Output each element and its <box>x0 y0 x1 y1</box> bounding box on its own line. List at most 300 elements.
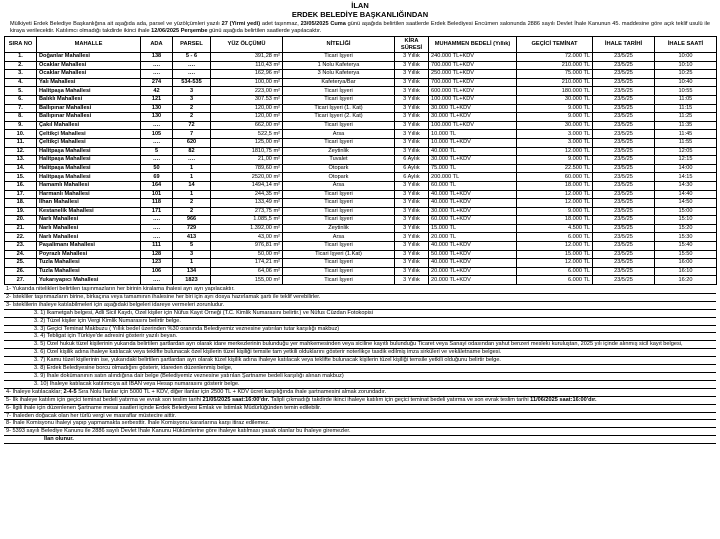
note-5-text-a: 5- İlk ihaleye katılım için geçici teminat bedeli yatırma ve evrak son teslim tarihi <box>6 396 203 403</box>
cell-yuz-olcumu: 1.392,00 m² <box>211 224 283 233</box>
cell-ihale-tarihi: 23/5/25 <box>593 70 655 79</box>
note-4 <box>4 389 716 397</box>
cell-ada: …. <box>141 224 173 233</box>
cell-ihale-saati: 14:30 <box>655 181 717 190</box>
cell-niteligi: Ticari İşyeri <box>283 95 395 104</box>
header-ada: ADA <box>141 37 173 53</box>
cell-mahalle: Halitpaşa Mahallesi <box>37 173 141 182</box>
header-muhammen-bedeli: MUHAMMEN BEDELİ (Yıllık) <box>429 37 517 53</box>
cell-muhammen-bedeli: 10.000 TL+KDV <box>429 138 517 147</box>
cell-muhammen-bedeli: 700.000 TL+KDV <box>429 78 517 87</box>
cell-ihale-tarihi: 23/5/25 <box>593 53 655 62</box>
table-row <box>5 224 717 233</box>
cell-parsel: 1 <box>173 164 211 173</box>
cell-niteligi: Arsa <box>283 130 395 139</box>
cell-yuz-olcumu: 120,00 m² <box>211 104 283 113</box>
cell-niteligi: Ticari İşyeri <box>283 190 395 199</box>
cell-ada: …. <box>141 61 173 70</box>
cell-ihale-saati: 11:15 <box>655 104 717 113</box>
cell-muhammen-bedeli: 15.000 TL <box>429 224 517 233</box>
cell-sira-no: 18. <box>5 199 37 208</box>
cell-yuz-olcumu: 133,49 m² <box>211 199 283 208</box>
cell-niteligi: Ticari İşyeri <box>283 276 395 285</box>
cell-muhammen-bedeli: 60.000 TL <box>429 181 517 190</box>
cell-mahalle: Narlı Mahallesi <box>37 233 141 242</box>
cell-muhammen-bedeli: 40.000 TL+KDV <box>429 190 517 199</box>
cell-niteligi: 1 Nolu Kafeterya <box>283 61 395 70</box>
cell-parsel: 1823 <box>173 276 211 285</box>
cell-niteligi: Ticari İşyeri (2. Kat) <box>283 113 395 122</box>
cell-sira-no: 11. <box>5 138 37 147</box>
cell-mahalle: Ocaklar Mahallesi <box>37 70 141 79</box>
cell-yuz-olcumu: 2520,00 m² <box>211 173 283 182</box>
cell-kira-suresi: 3 Yıllık <box>395 147 429 156</box>
intro-bold-3: 12/06/2025 Perşembe <box>151 28 208 34</box>
cell-sira-no: 4. <box>5 78 37 87</box>
cell-parsel: 14 <box>173 181 211 190</box>
cell-muhammen-bedeli: 240.000 TL+KDV <box>429 53 517 62</box>
cell-ihale-saati: 10:40 <box>655 78 717 87</box>
cell-ihale-tarihi: 23/5/25 <box>593 250 655 259</box>
header-kira-suresi: KİRA SÜRESİ <box>395 37 429 53</box>
cell-mahalle: Narlı Mahallesi <box>37 224 141 233</box>
cell-parsel: 413 <box>173 233 211 242</box>
cell-ihale-tarihi: 23/5/25 <box>593 233 655 242</box>
note-3: 3- İsteklilerin ihaleye katılabilmeleri için aşağıdaki belgeleri idareye vermeleri zorunludur. <box>4 302 716 310</box>
cell-niteligi: Ticari İşyeri <box>283 267 395 276</box>
cell-parsel: 72 <box>173 121 211 130</box>
note-3-8: 3. 8) Erdek Belediyesine borcu olmadığını gösterir, idareden düzenlenmiş belge, <box>4 365 716 373</box>
cell-ihale-saati: 15:20 <box>655 224 717 233</box>
cell-gecici-teminat: 12.000 TL <box>517 190 593 199</box>
note-5 <box>4 397 716 405</box>
page-title: İLAN <box>351 1 369 10</box>
table-body <box>5 53 717 285</box>
intro-paragraph <box>4 21 716 35</box>
cell-yuz-olcumu: 50,00 m² <box>211 250 283 259</box>
cell-ihale-tarihi: 23/5/25 <box>593 87 655 96</box>
cell-kira-suresi: 3 Yıllık <box>395 78 429 87</box>
cell-gecici-teminat: 210.000 TL <box>517 78 593 87</box>
cell-kira-suresi: 3 Yıllık <box>395 95 429 104</box>
note-4-text-c: Sıra Nolu İlanlar için 5000 TL + KDV, diğer ilanlar için 2500 TL + KDV ücret karşılığında ihale şartnamesini almak zorundadır. <box>76 388 387 395</box>
table-row <box>5 276 717 285</box>
cell-ihale-saati: 15:50 <box>655 250 717 259</box>
cell-yuz-olcumu: 307.53 m² <box>211 95 283 104</box>
cell-sira-no: 27. <box>5 276 37 285</box>
cell-niteligi: Kafeterya/Bar <box>283 78 395 87</box>
cell-kira-suresi: 3 Yıllık <box>395 181 429 190</box>
cell-ada: 101 <box>141 190 173 199</box>
cell-ada: …. <box>141 276 173 285</box>
intro-text-2: adet taşınmaz, <box>260 21 301 27</box>
cell-muhammen-bedeli: 100.000 TL+KDV <box>429 121 517 130</box>
cell-kira-suresi: 3 Yıllık <box>395 113 429 122</box>
cell-ihale-tarihi: 23/5/25 <box>593 224 655 233</box>
cell-ihale-tarihi: 23/5/25 <box>593 164 655 173</box>
page-subtitle: ERDEK BELEDİYE BAŞKANLIĞINDAN <box>291 10 429 19</box>
notes-section <box>4 286 716 444</box>
cell-gecici-teminat: 9.000 TL <box>517 207 593 216</box>
table-row <box>5 147 717 156</box>
cell-yuz-olcumu: 120,00 m² <box>211 113 283 122</box>
cell-ada: 123 <box>141 259 173 268</box>
cell-ada: 105 <box>141 130 173 139</box>
table-row <box>5 121 717 130</box>
header-sira-no: SIRA NO <box>5 37 37 53</box>
cell-ihale-saati: 11:45 <box>655 130 717 139</box>
cell-ihale-tarihi: 23/5/25 <box>593 138 655 147</box>
note-3-7: 3. 7) Kamu tüzel kişilerinin ise, yukarıdaki belirtilen şartlardan ayrı olarak tüzel kişilik adına ihaleye katılacak veya teklifte bulunacak kişilerin tüzel kişiliği temsile yetkili olduğunu belirtir belge. <box>4 357 716 365</box>
table-row <box>5 173 717 182</box>
cell-ada: …. <box>141 216 173 225</box>
tender-table <box>4 36 717 285</box>
cell-kira-suresi: 3 Yıllık <box>395 242 429 251</box>
cell-muhammen-bedeli: 40.000 TL+KDV <box>429 199 517 208</box>
note-3-10: 3. 10) İhaleye katılacak katılımcıya ait İBAN veya Hesap numarasını gösterir belge. <box>4 381 716 389</box>
cell-ihale-tarihi: 23/5/25 <box>593 207 655 216</box>
cell-niteligi: Ticari İşyeri <box>283 207 395 216</box>
note-5-bold-b: 21/05/2025 saat:16:00'dır. <box>202 396 270 403</box>
cell-niteligi: Ticari İşyeri <box>283 138 395 147</box>
cell-niteligi: Otopark <box>283 173 395 182</box>
cell-mahalle: Halitpaşa Mahallesi <box>37 164 141 173</box>
cell-gecici-teminat: 3.000 TL <box>517 130 593 139</box>
cell-yuz-olcumu: 1494,14 m² <box>211 181 283 190</box>
intro-text-3: günü aşağıda belirtilen saatlerde Erdek Belediyesi Encümen salonunda 2886 sayılı Devlet İhale Kanunun 45. maddesine göre açık teklif usulü ile kiraya verilecektir. Katılımcı olmadığı takdirde ikinci ihale <box>10 21 710 34</box>
cell-kira-suresi: 3 Yıllık <box>395 250 429 259</box>
cell-parsel: 2 <box>173 199 211 208</box>
table-row <box>5 216 717 225</box>
cell-ihale-tarihi: 23/5/25 <box>593 190 655 199</box>
cell-mahalle: Ballıpınar Mahallesi <box>37 104 141 113</box>
table-row <box>5 130 717 139</box>
cell-mahalle: Hamamlı Mahallesi <box>37 181 141 190</box>
table-row <box>5 95 717 104</box>
intro-bold-2: 23/05/2025 Cuma <box>300 21 346 27</box>
cell-muhammen-bedeli: 40.000 TL <box>429 147 517 156</box>
table-row <box>5 242 717 251</box>
cell-gecici-teminat: 12.000 TL <box>517 242 593 251</box>
cell-mahalle: Ocaklar Mahallesi <box>37 61 141 70</box>
cell-mahalle: Yukarıyapıcı Mahallesi <box>37 276 141 285</box>
cell-muhammen-bedeli: 75.000 TL <box>429 164 517 173</box>
header-mahalle: MAHALLE <box>37 37 141 53</box>
cell-parsel: 5 - 6 <box>173 53 211 62</box>
cell-ada: 5 <box>141 147 173 156</box>
cell-ihale-saati: 14:40 <box>655 190 717 199</box>
cell-gecici-teminat: 12.000 TL <box>517 259 593 268</box>
note-5-text-c: Talipli çıkmadığı takdirde ikinci ihaleye katılım için geçici teminat bedeli yatırma ve son evrak teslim tarihi <box>269 396 531 403</box>
cell-kira-suresi: 3 Yıllık <box>395 276 429 285</box>
cell-yuz-olcumu: 162,96 m² <box>211 70 283 79</box>
cell-ihale-saati: 10:25 <box>655 70 717 79</box>
cell-parsel: 729 <box>173 224 211 233</box>
cell-niteligi: Ticari İşyeri <box>283 242 395 251</box>
cell-yuz-olcumu: 1.085,5 m² <box>211 216 283 225</box>
cell-sira-no: 7. <box>5 104 37 113</box>
cell-ihale-saati: 10:10 <box>655 61 717 70</box>
cell-gecici-teminat: 12.000 TL <box>517 199 593 208</box>
cell-ihale-saati: 15:10 <box>655 216 717 225</box>
cell-mahalle: Balıklı Mahallesi <box>37 95 141 104</box>
cell-gecici-teminat: 4.500 TL <box>517 224 593 233</box>
cell-ihale-saati: 16:10 <box>655 267 717 276</box>
cell-mahalle: Doğanlar Mahallesi <box>37 53 141 62</box>
cell-gecici-teminat: 9.000 TL <box>517 104 593 113</box>
cell-niteligi: Zeytinlik <box>283 224 395 233</box>
header-niteligi: NİTELİĞİ <box>283 37 395 53</box>
note-3-3: 3. 3) Geçici Teminat Makbuzu ( Yıllık bedel üzerinden %30 oranında Belediyemiz veznesine yatırılan tutar karşılığı makbuz) <box>4 326 716 334</box>
cell-niteligi: Ticari İşyeri (1. Kat) <box>283 104 395 113</box>
cell-sira-no: 5. <box>5 87 37 96</box>
cell-mahalle: Çakıl Mahallesi <box>37 121 141 130</box>
cell-kira-suresi: 3 Yıllık <box>395 190 429 199</box>
cell-ihale-saati: 11:55 <box>655 138 717 147</box>
cell-ada: 138 <box>141 53 173 62</box>
cell-mahalle: Halitpaşa Mahallesi <box>37 147 141 156</box>
cell-muhammen-bedeli: 20.000 TL+KDV <box>429 267 517 276</box>
cell-sira-no: 22. <box>5 233 37 242</box>
cell-niteligi: Tuvalet <box>283 156 395 165</box>
cell-ada: …. <box>141 233 173 242</box>
cell-kira-suresi: 6 Aylık <box>395 164 429 173</box>
cell-muhammen-bedeli: 30.000 TL+KDV <box>429 104 517 113</box>
cell-ihale-saati: 14:50 <box>655 199 717 208</box>
cell-sira-no: 20. <box>5 216 37 225</box>
cell-ihale-saati: 10:00 <box>655 53 717 62</box>
cell-parsel: 2 <box>173 207 211 216</box>
note-7: 7- İhaleden doğacak olan her türlü vergi ve masraflar müstecire aittir. <box>4 413 716 421</box>
intro-text-4: günü aşağıda belirtilen saatlerde yapılacaktır. <box>207 28 322 34</box>
cell-ihale-tarihi: 23/5/25 <box>593 276 655 285</box>
cell-kira-suresi: 3 Yıllık <box>395 216 429 225</box>
table-row <box>5 164 717 173</box>
cell-gecici-teminat: 60.000 TL <box>517 173 593 182</box>
cell-niteligi: Arsa <box>283 233 395 242</box>
cell-parsel: 966 <box>173 216 211 225</box>
cell-ihale-tarihi: 23/5/25 <box>593 147 655 156</box>
cell-muhammen-bedeli: 10.000 TL <box>429 130 517 139</box>
cell-muhammen-bedeli: 50.000 TL+KDV <box>429 250 517 259</box>
cell-ihale-saati: 14:15 <box>655 173 717 182</box>
cell-niteligi: Ticari İşyeri <box>283 259 395 268</box>
header-gecici-teminat: GEÇİCİ TEMİNAT <box>517 37 593 53</box>
cell-gecici-teminat: 30.000 TL <box>517 121 593 130</box>
cell-ihale-tarihi: 23/5/25 <box>593 61 655 70</box>
cell-kira-suresi: 3 Yıllık <box>395 61 429 70</box>
cell-parsel: …. <box>173 70 211 79</box>
cell-muhammen-bedeli: 30.000 TL+KDV <box>429 207 517 216</box>
cell-ada: 121 <box>141 95 173 104</box>
table-row <box>5 138 717 147</box>
table-row <box>5 61 717 70</box>
closing-line: İlan olunur. <box>4 436 716 444</box>
note-3-1: 3. 1) İkametgah belgesi, Adli Sicil Kaydı, Özel kişiler için Nüfus Kayıt Örneği (T.C. Kimlik Numarasını belirtir.) ve Nüfus Cüzdan Fotokopisi <box>4 310 716 318</box>
note-8: 8- İhale Komisyonu ihaleyi yapıp yapmamakta serbesttir. İhale Komisyonu kararlarına karşı itiraz edilemez. <box>4 420 716 428</box>
intro-bold-1: 27 (Yirmi yedi) <box>221 21 261 27</box>
cell-ihale-saati: 15:40 <box>655 242 717 251</box>
cell-ihale-saati: 14:00 <box>655 164 717 173</box>
intro-text-1: Mülkiyeti Erdek Belediye Başkanlığına ait aşağıda ada, parsel ve yüzölçümleri yazılı <box>10 21 222 27</box>
cell-ada: …. <box>141 138 173 147</box>
table-row <box>5 78 717 87</box>
cell-sira-no: 25. <box>5 259 37 268</box>
header-ihale-saati: İHALE SAATİ <box>655 37 717 53</box>
cell-sira-no: 10. <box>5 130 37 139</box>
cell-ada: 69 <box>141 173 173 182</box>
cell-ihale-tarihi: 23/5/25 <box>593 242 655 251</box>
cell-yuz-olcumu: 64,06 m² <box>211 267 283 276</box>
cell-mahalle: Halitpaşa Mahallesi <box>37 87 141 96</box>
cell-gecici-teminat: 22.500 TL <box>517 164 593 173</box>
cell-yuz-olcumu: 273,75 m² <box>211 207 283 216</box>
cell-parsel: 82 <box>173 147 211 156</box>
cell-muhammen-bedeli: 40.000 TL+KDV <box>429 259 517 268</box>
cell-parsel: 134 <box>173 267 211 276</box>
table-row <box>5 233 717 242</box>
table-row <box>5 156 717 165</box>
cell-ihale-saati: 12:15 <box>655 156 717 165</box>
cell-ada: …. <box>141 156 173 165</box>
cell-ihale-saati: 16:20 <box>655 276 717 285</box>
cell-ada: …. <box>141 70 173 79</box>
cell-gecici-teminat: 12.000 TL <box>517 147 593 156</box>
cell-kira-suresi: 3 Yıllık <box>395 121 429 130</box>
cell-parsel: 1 <box>173 259 211 268</box>
cell-ada: 118 <box>141 199 173 208</box>
cell-ihale-tarihi: 23/5/25 <box>593 259 655 268</box>
cell-sira-no: 14. <box>5 164 37 173</box>
cell-mahalle: Yalı Mahallesi <box>37 78 141 87</box>
cell-yuz-olcumu: 223,00 m² <box>211 87 283 96</box>
cell-gecici-teminat: 9.000 TL <box>517 113 593 122</box>
cell-niteligi: Ticari İşyeri <box>283 87 395 96</box>
header-ihale-tarihi: İHALE TARİHİ <box>593 37 655 53</box>
cell-sira-no: 19. <box>5 207 37 216</box>
cell-niteligi: Ticari İşyeri <box>283 199 395 208</box>
cell-mahalle: Halitpaşa Mahallesi <box>37 156 141 165</box>
note-3-4: 3. 4) Tebligat için Türkiye'de adresini gösterir yazılı beyan. <box>4 333 716 341</box>
table-row <box>5 267 717 276</box>
table-row <box>5 113 717 122</box>
cell-ada: 164 <box>141 181 173 190</box>
cell-muhammen-bedeli: 30.000 TL+KDV <box>429 156 517 165</box>
cell-ihale-saati: 11:35 <box>655 121 717 130</box>
note-3-6: 3. 6) Özel kişilik adına ihaleye katılacak veya teklifte bulunacak özel kişilerin tüzel kişiliği temsile tam yetkili olduklarını gösterir noterlikçe tasdik edilmiş imza sirküleri ve vekâletname belgesi. <box>4 349 716 357</box>
cell-ihale-tarihi: 23/5/25 <box>593 156 655 165</box>
cell-ihale-saati: 15:00 <box>655 207 717 216</box>
cell-sira-no: 2. <box>5 61 37 70</box>
cell-mahalle: Çeltikçi Mahallesi <box>37 130 141 139</box>
cell-kira-suresi: 3 Yıllık <box>395 267 429 276</box>
cell-parsel: 3 <box>173 250 211 259</box>
cell-mahalle: Tuzla Mahallesi <box>37 259 141 268</box>
table-row <box>5 70 717 79</box>
table-row <box>5 190 717 199</box>
cell-kira-suresi: 3 Yıllık <box>395 53 429 62</box>
cell-parsel: 1 <box>173 190 211 199</box>
cell-ihale-tarihi: 23/5/25 <box>593 173 655 182</box>
cell-muhammen-bedeli: 100.000 TL+KDV <box>429 95 517 104</box>
cell-niteligi: Ticari İşyeri <box>283 121 395 130</box>
note-3-2: 3. 2) Tüzel kişiler için Vergi Kimlik Numarasını belirtir belge. <box>4 318 716 326</box>
cell-gecici-teminat: 18.000 TL <box>517 181 593 190</box>
cell-gecici-teminat: 30.000 TL <box>517 95 593 104</box>
cell-yuz-olcumu: 174,21 m² <box>211 259 283 268</box>
cell-ihale-saati: 16:00 <box>655 259 717 268</box>
cell-kira-suresi: 3 Yıllık <box>395 138 429 147</box>
cell-mahalle: Ballıpınar Mahallesi <box>37 113 141 122</box>
cell-mahalle: Harmanlı Mahallesi <box>37 190 141 199</box>
cell-niteligi: 3 Nolu Kafeterya <box>283 70 395 79</box>
cell-kira-suresi: 3 Yıllık <box>395 87 429 96</box>
cell-ada: 130 <box>141 113 173 122</box>
note-4-text-a: 4- İhaleye katılacaklar; <box>6 388 64 395</box>
announcement-page <box>4 2 716 444</box>
cell-kira-suresi: 3 Yıllık <box>395 233 429 242</box>
note-5-bold-d: 11/06/2025 saat:16:00'dır. <box>530 396 597 403</box>
cell-ihale-saati: 10:55 <box>655 87 717 96</box>
table-row <box>5 181 717 190</box>
cell-muhammen-bedeli: 200.000 TL <box>429 173 517 182</box>
cell-yuz-olcumu: 976,81 m² <box>211 242 283 251</box>
cell-ihale-tarihi: 23/5/25 <box>593 104 655 113</box>
cell-parsel: 2 <box>173 104 211 113</box>
cell-gecici-teminat: 72.000 TL <box>517 53 593 62</box>
cell-gecici-teminat: 210.000 TL <box>517 61 593 70</box>
cell-ihale-tarihi: 23/5/25 <box>593 113 655 122</box>
cell-kira-suresi: 3 Yıllık <box>395 199 429 208</box>
cell-yuz-olcumu: 100,00 m² <box>211 78 283 87</box>
cell-kira-suresi: 3 Yıllık <box>395 259 429 268</box>
cell-sira-no: 16. <box>5 181 37 190</box>
cell-ada: 111 <box>141 242 173 251</box>
cell-ihale-saati: 11:05 <box>655 95 717 104</box>
cell-mahalle: Poyrazlı Mahallesi <box>37 250 141 259</box>
cell-ihale-saati: 11:25 <box>655 113 717 122</box>
cell-mahalle: Çeltikçi Mahallesi <box>37 138 141 147</box>
cell-niteligi: Ticari İşyeri <box>283 53 395 62</box>
cell-ihale-saati: 12:05 <box>655 147 717 156</box>
cell-niteligi: Ticari İşyeri (1.Kat) <box>283 250 395 259</box>
cell-sira-no: 13. <box>5 156 37 165</box>
cell-sira-no: 12. <box>5 147 37 156</box>
cell-gecici-teminat: 180.000 TL <box>517 87 593 96</box>
cell-ihale-tarihi: 23/5/25 <box>593 199 655 208</box>
cell-yuz-olcumu: 789,60 m² <box>211 164 283 173</box>
table-row <box>5 207 717 216</box>
cell-kira-suresi: 3 Yıllık <box>395 130 429 139</box>
cell-mahalle: Paşalimanı Mahallesi <box>37 242 141 251</box>
table-header-row <box>5 37 717 53</box>
cell-ada: 42 <box>141 87 173 96</box>
cell-gecici-teminat: 9.000 TL <box>517 156 593 165</box>
cell-sira-no: 9. <box>5 121 37 130</box>
cell-ihale-tarihi: 23/5/25 <box>593 267 655 276</box>
cell-sira-no: 17. <box>5 190 37 199</box>
cell-ihale-tarihi: 23/5/25 <box>593 130 655 139</box>
table-row <box>5 104 717 113</box>
cell-kira-suresi: 3 Yıllık <box>395 207 429 216</box>
cell-muhammen-bedeli: 60.000 TL+KDV <box>429 216 517 225</box>
cell-kira-suresi: 3 Yıllık <box>395 104 429 113</box>
header-parsel: PARSEL <box>173 37 211 53</box>
cell-gecici-teminat: 75.000 TL <box>517 70 593 79</box>
cell-yuz-olcumu: 155,00 m² <box>211 276 283 285</box>
cell-sira-no: 1. <box>5 53 37 62</box>
cell-gecici-teminat: 15.000 TL <box>517 250 593 259</box>
